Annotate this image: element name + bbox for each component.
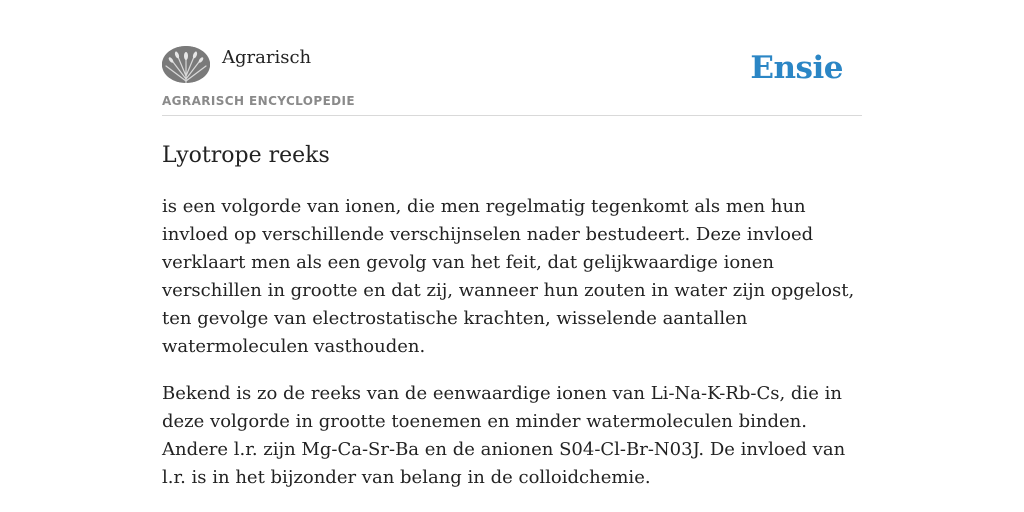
source-name[interactable]: Agrarisch: [222, 47, 312, 68]
brand-logo[interactable]: Ensie: [750, 50, 843, 86]
wheat-icon: [162, 46, 210, 83]
article-title: Lyotrope reeks: [162, 143, 330, 168]
source-avatar[interactable]: [162, 46, 210, 83]
page: [162, 0, 862, 492]
source-header: [162, 46, 862, 116]
article-paragraph: Bekend is zo de reeks van de eenwaardige ionen van Li-Na-K-Rb-Cs, die in deze volgorde in grootte toenemen en minder watermoleculen binden. Andere l.r. zijn Mg-Ca-Sr-Ba en de anionen S04-Cl-Br-N03J. De invloed van l.r. is in het bijzonder van belang in de colloidchemie.: [162, 383, 846, 488]
article-paragraph: is een volgorde van ionen, die men regelmatig tegenkomt als men hun invloed op verschillende verschijnselen nader bestudeert. Deze invloed verklaart men als een gevolg van het feit, dat gelijkwaardige ionen verschillen in grootte en dat zij, wanneer hun zouten in water zijn opgelost, ten gevolge van electrostatische krachten, wisselende aantallen watermoleculen vasthouden.: [162, 196, 855, 357]
source-subtitle: AGRARISCH ENCYCLOPEDIE: [162, 94, 355, 108]
